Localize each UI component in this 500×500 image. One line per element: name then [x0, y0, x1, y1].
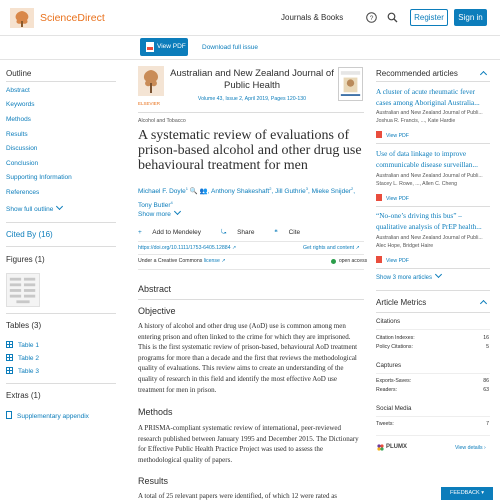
author-name-text: Jill Guthrie: [275, 188, 306, 196]
recommended-view-pdf-link[interactable]: [376, 255, 409, 264]
divider: [376, 373, 490, 374]
table-label: Table 3: [18, 368, 39, 375]
outline-item-discussion[interactable]: Discussion: [6, 145, 38, 152]
journal-issue-info[interactable]: Volume 43, Issue 2, April 2019, Pages 120-130: [197, 96, 307, 102]
divider: [376, 312, 490, 313]
author-name[interactable]: Jill Guthrie$^3$: [275, 186, 308, 196]
license-link-text: license: [203, 258, 220, 264]
author-name[interactable]: Michael F. Doyle$^1$: [138, 186, 188, 196]
doi-text: https://doi.org/10.1111/1753-6405.12884: [138, 245, 231, 251]
objective-text: A history of alcohol and other drug use (AoD) use is common among men entering prison and often linked to the crime for which they are imprisoned. This is the first systematic review of prison-based, behavioural AoD treatment programs for more than a decade and the first that reviews the methodological quality of evaluations. This review aims to create an understanding of the quality of research in this field and identify the most effective AoD use treatment for men in prison.: [138, 322, 358, 394]
table-link-1[interactable]: [6, 340, 39, 349]
outline-item-abstract[interactable]: Abstract: [6, 87, 30, 94]
open-access-icon: [331, 259, 336, 264]
methods-text: A PRISMA-compliant systematic review of international, peer-reviewed research published between January 1995 and December 2015. The Dictionary for Effective Public Health Practice Project was used to assess the methodological quality of papers.: [138, 424, 359, 464]
recommended-article-title[interactable]: “No-one’s driving this bus” – qualitative analysis of PrEP health...: [376, 211, 482, 231]
get-rights-text: Get rights and content: [303, 245, 355, 251]
author-icons[interactable]: 🔍 👥: [189, 188, 208, 196]
help-icon[interactable]: [366, 12, 377, 23]
outline-item-keywords[interactable]: Keywords: [6, 101, 35, 108]
journal-title[interactable]: Australian and New Zealand Journal of Public Health: [170, 68, 334, 91]
divider: [138, 112, 364, 113]
supplementary-appendix-link[interactable]: [6, 410, 89, 420]
author-name[interactable]: Anthony Shakeshaft$^2$: [211, 186, 272, 196]
results-text: A total of 25 relevant papers were identified, of which 12 were rated as: [138, 492, 338, 500]
pdf-icon: [376, 194, 382, 201]
document-icon: [6, 411, 12, 419]
elsevier-publisher-logo[interactable]: [138, 66, 164, 102]
results-heading: Results: [138, 476, 169, 486]
author-name-text: Michael F. Doyle: [138, 188, 186, 196]
author-list: Michael F. Doyle$^1$ 🔍 👥, Anthony Shakeshaft$^2$, Jill Guthrie$^3$, Mieke Snijder$^2$, Tony Butler$^4$: [138, 186, 356, 210]
recommended-article-authors: Joshua R. Francis, ..., Kate Hardie: [376, 118, 456, 124]
metric-row: [376, 344, 489, 350]
recommended-article-title[interactable]: Use of data linkage to improve communicable disease surveillan...: [376, 149, 478, 169]
recommended-view-pdf-link[interactable]: [376, 193, 409, 202]
view-pdf-button[interactable]: View PDF: [140, 38, 188, 56]
table-icon: [6, 367, 13, 374]
article-actions: [138, 228, 318, 237]
metric-value: 86: [483, 378, 489, 384]
outline-heading: Outline: [6, 69, 32, 78]
citations-heading: Citations: [376, 318, 401, 325]
metric-label: Policy Citations:: [376, 344, 413, 350]
metric-value: 63: [483, 387, 489, 393]
chevron-up-icon[interactable]: [480, 71, 487, 78]
view-details-link[interactable]: View details ›: [455, 445, 486, 451]
table-icon: [6, 354, 13, 361]
author-name-text: Tony Butler: [138, 202, 171, 210]
divider: [376, 206, 490, 207]
metric-value: 5: [486, 344, 489, 350]
add-to-mendeley-button[interactable]: [138, 229, 210, 236]
metric-label: Exports-Saves:: [376, 378, 412, 384]
view-details-label: View details: [455, 445, 483, 451]
article-title: A systematic review of evaluations of prison-based alcohol and other drug use behavioural treatment for men: [138, 128, 362, 173]
metric-label: Tweets:: [376, 421, 394, 427]
recommended-article-authors: Alec Hope, Bridget Haire: [376, 243, 434, 249]
tables-heading: Tables (3): [6, 321, 42, 330]
pdf-icon: [146, 42, 154, 52]
metric-row: [376, 387, 489, 393]
captures-heading: Captures: [376, 362, 402, 369]
table-label: Table 1: [18, 342, 39, 349]
metric-row: [376, 378, 489, 384]
objective-heading: Objective: [138, 306, 176, 316]
divider: [138, 241, 364, 242]
outline-item-conclusion[interactable]: Conclusion: [6, 160, 39, 167]
metric-value: 16: [483, 335, 489, 341]
article-type: Alcohol and Tobacco: [138, 118, 186, 124]
metric-row: [376, 335, 489, 341]
recommended-article-title[interactable]: A cluster of acute rheumatic fever cases among Aboriginal Australia...: [376, 87, 480, 107]
feedback-label: FEEDBACK: [450, 490, 480, 496]
article-metrics-heading: Article Metrics: [376, 298, 427, 307]
search-icon[interactable]: [387, 12, 398, 23]
metric-row: [376, 421, 489, 427]
divider: [6, 383, 116, 384]
share-button[interactable]: [221, 229, 264, 236]
divider: [376, 290, 490, 291]
social-media-heading: Social Media: [376, 405, 412, 412]
view-pdf-label: View PDF: [386, 133, 409, 139]
share-icon: ⤿: [220, 229, 227, 236]
methods-heading: Methods: [138, 407, 173, 417]
abstract-heading: Abstract: [138, 284, 172, 294]
show-more-articles-label: Show 3 more articles: [376, 275, 433, 281]
metric-label: Citation Indexes:: [376, 335, 415, 341]
divider: [6, 81, 116, 82]
divider: [376, 435, 490, 436]
share-label: Share: [237, 229, 255, 236]
plumx-icon: [377, 444, 384, 451]
recommended-article-authors: Stacey L. Rowe, ..., Allen C. Cheng: [376, 181, 458, 187]
elsevier-tree-logo[interactable]: [10, 8, 34, 28]
show-more-label: Show more: [138, 211, 171, 218]
divider: [376, 416, 490, 417]
divider: [376, 81, 490, 82]
divider: [376, 143, 490, 144]
divider: [138, 299, 364, 300]
pdf-icon: [376, 256, 382, 263]
divider: [376, 329, 490, 330]
show-full-outline-button[interactable]: [6, 206, 62, 213]
view-pdf-label: View PDF: [386, 196, 409, 202]
figures-heading: Figures (1): [6, 255, 45, 264]
add-to-mendeley-label: Add to Mendeley: [152, 229, 202, 236]
license-link[interactable]: license ↗: [203, 258, 226, 264]
supplementary-appendix-label: Supplementary appendix: [17, 413, 89, 420]
license-statement: [138, 258, 226, 264]
doi-link[interactable]: https://doi.org/10.1111/1753-6405.12884 ↗: [138, 245, 237, 251]
outline-item-results[interactable]: Results: [6, 131, 28, 138]
show-more-articles-button[interactable]: [376, 274, 441, 281]
register-button[interactable]: Register: [410, 9, 448, 26]
figure-thumbnail[interactable]: [6, 273, 40, 307]
divider: [6, 313, 116, 314]
author-name[interactable]: Mieke Snijder$^2$: [311, 186, 354, 196]
pdf-icon: [376, 131, 382, 138]
chevron-down-icon: [435, 271, 442, 278]
chevron-down-icon: [56, 203, 63, 210]
cited-by-heading[interactable]: Cited By (16): [6, 230, 53, 239]
brand-name[interactable]: ScienceDirect: [40, 12, 105, 24]
publisher-name: ELSEVIER: [138, 101, 161, 106]
table-icon: [6, 341, 13, 348]
author-name-text: Anthony Shakeshaft: [211, 188, 270, 196]
table-link-3[interactable]: [6, 366, 39, 375]
outline-item-methods[interactable]: Methods: [6, 116, 31, 123]
quote-icon: ❝: [274, 229, 278, 236]
table-label: Table 2: [18, 355, 39, 362]
outline-item-references[interactable]: References: [6, 189, 40, 196]
view-pdf-label: View PDF: [386, 258, 409, 264]
recommended-article-journal: Australian and New Zealand Journal of Publi...: [376, 110, 483, 116]
table-link-2[interactable]: [6, 353, 39, 362]
svg-text:?: ?: [369, 15, 374, 22]
chevron-up-icon[interactable]: [480, 300, 487, 307]
journals-books-link[interactable]: Journals & Books: [281, 13, 344, 22]
metric-label: Readers:: [376, 387, 398, 393]
cite-label: Cite: [288, 229, 301, 236]
author-name[interactable]: Tony Butler$^4$: [138, 200, 173, 210]
plumx-logo: PLUMX: [386, 444, 407, 450]
license-text: Under a Creative Commons: [138, 258, 203, 264]
show-more-button[interactable]: [138, 211, 180, 218]
outline-item-supporting-information[interactable]: Supporting Information: [6, 174, 72, 181]
plus-icon: +: [138, 229, 142, 236]
metric-value: 7: [486, 421, 489, 427]
extras-heading: Extras (1): [6, 391, 41, 400]
divider: [376, 268, 490, 269]
recommended-article-journal: Australian and New Zealand Journal of Publi...: [376, 173, 483, 179]
open-access-label: open access: [339, 258, 368, 264]
recommended-articles-heading: Recommended articles: [376, 69, 458, 78]
download-full-issue-link[interactable]: Download full issue: [202, 44, 259, 51]
journal-cover-image[interactable]: [338, 67, 363, 101]
get-rights-link[interactable]: Get rights and content ↗: [303, 245, 360, 251]
divider: [6, 246, 116, 247]
feedback-button[interactable]: FEEDBACK ▾: [441, 487, 493, 500]
divider: [138, 254, 364, 255]
cite-button[interactable]: [274, 229, 309, 236]
show-full-outline-label: Show full outline: [6, 206, 54, 213]
recommended-view-pdf-link[interactable]: [376, 130, 409, 139]
sign-in-button[interactable]: Sign in: [454, 9, 487, 26]
author-name-text: Mieke Snijder: [311, 188, 352, 196]
recommended-article-journal: Australian and New Zealand Journal of Publi...: [376, 235, 483, 241]
divider: [138, 269, 364, 270]
divider: [6, 222, 116, 223]
